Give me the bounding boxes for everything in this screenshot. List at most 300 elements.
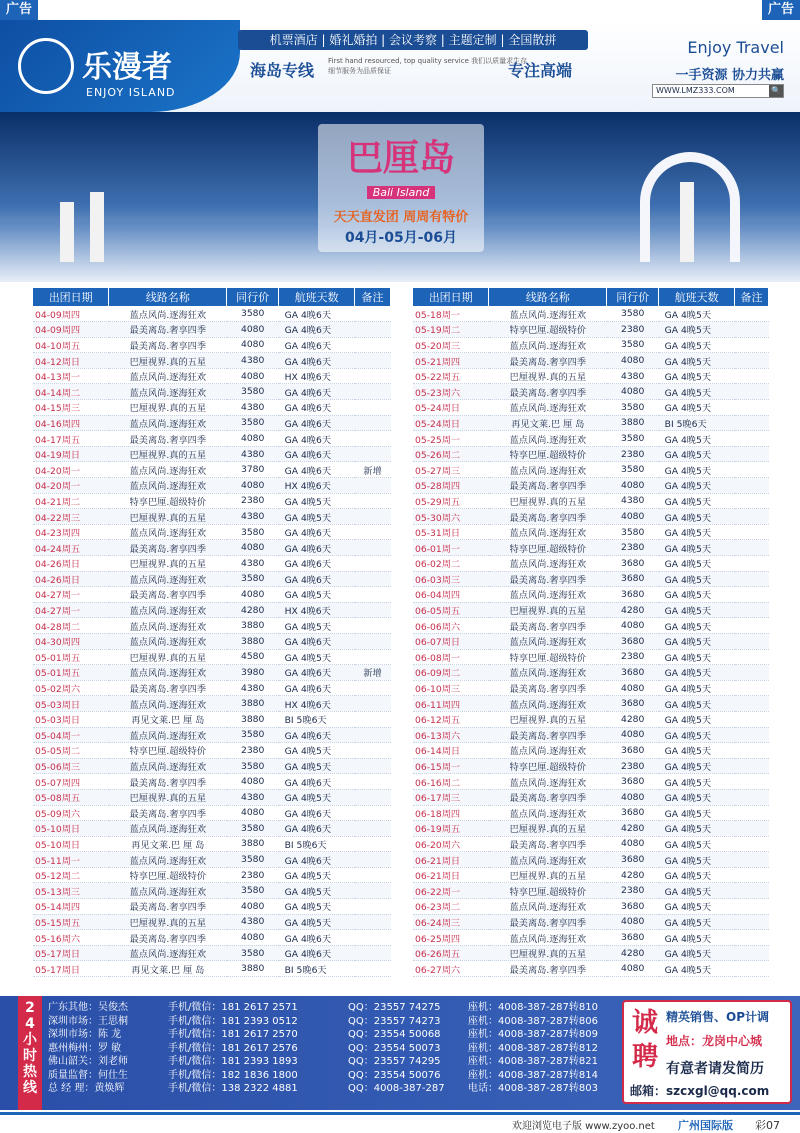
search-icon[interactable]: 🔍 <box>769 85 783 97</box>
route-cell: 最美离岛.奢享四季 <box>489 384 607 400</box>
price-cell: 3580 <box>607 462 659 478</box>
contact-mobile[interactable]: 手机/微信：138 2322 4881 <box>168 1083 298 1094</box>
date-cell: 06-09周二 <box>413 665 489 681</box>
footer-website[interactable]: 欢迎浏览电子版 www.zyoo.net <box>512 1121 655 1132</box>
flight-cell: GA 4晚5天 <box>659 899 735 915</box>
date-cell: 06-25周四 <box>413 930 489 946</box>
contact-mobile[interactable]: 手机/微信：181 2617 2571 <box>168 1002 298 1013</box>
price-cell: 4580 <box>227 649 279 665</box>
route-cell: 蓝点风尚.逐海狂欢 <box>109 883 227 899</box>
table-row <box>33 524 391 540</box>
table-row <box>413 867 769 883</box>
column-header: 同行价 <box>227 288 279 306</box>
note-cell <box>735 556 769 572</box>
date-cell: 06-08周一 <box>413 649 489 665</box>
flight-cell: GA 4晚6天 <box>279 353 355 369</box>
table-row <box>33 680 391 696</box>
route-cell: 蓝点风尚.逐海狂欢 <box>109 571 227 587</box>
flight-cell: GA 4晚6天 <box>279 384 355 400</box>
price-cell: 2380 <box>607 883 659 899</box>
slogan-left: 海岛专线 <box>250 61 315 80</box>
flight-cell: GA 4晚6天 <box>279 805 355 821</box>
contact-tel[interactable]: 座机：4008-387-287转809 <box>468 1029 598 1040</box>
table-row <box>33 337 391 353</box>
note-cell: 新增 <box>355 462 391 478</box>
price-cell: 3580 <box>227 727 279 743</box>
flight-cell: GA 4晚6天 <box>279 665 355 681</box>
flight-cell: GA 4晚5天 <box>659 431 735 447</box>
flight-cell: GA 4晚6天 <box>279 774 355 790</box>
table-row <box>33 633 391 649</box>
contact-qq[interactable]: QQ：23557 74275 <box>348 1002 441 1013</box>
flight-cell: GA 4晚5天 <box>659 914 735 930</box>
price-cell: 3580 <box>607 431 659 447</box>
date-cell: 05-22周五 <box>413 368 489 384</box>
price-cell: 4080 <box>227 478 279 494</box>
contact-tel[interactable]: 座机：4008-387-287转821 <box>468 1056 598 1067</box>
table-row <box>33 867 391 883</box>
price-cell: 4080 <box>607 478 659 494</box>
note-cell <box>355 587 391 603</box>
date-cell: 05-21周四 <box>413 353 489 369</box>
date-cell: 05-06周三 <box>33 758 109 774</box>
note-cell <box>355 618 391 634</box>
price-cell: 4380 <box>227 353 279 369</box>
date-cell: 06-01周一 <box>413 540 489 556</box>
table-row <box>33 602 391 618</box>
price-cell: 3580 <box>227 883 279 899</box>
table-row <box>33 384 391 400</box>
table-row <box>33 415 391 431</box>
price-cell: 3680 <box>607 571 659 587</box>
date-cell: 05-05周二 <box>33 743 109 759</box>
route-cell: 蓝点风尚.逐海狂欢 <box>489 743 607 759</box>
date-cell: 05-04周一 <box>33 727 109 743</box>
date-cell: 06-10周三 <box>413 680 489 696</box>
flight-cell: GA 4晚5天 <box>279 743 355 759</box>
date-cell: 04-26周日 <box>33 571 109 587</box>
table-row <box>413 665 769 681</box>
price-cell: 4080 <box>607 680 659 696</box>
table-row <box>413 556 769 572</box>
table-row <box>413 852 769 868</box>
price-cell: 3680 <box>607 587 659 603</box>
table-row <box>33 353 391 369</box>
flight-cell: GA 4晚5天 <box>659 945 735 961</box>
price-cell: 4080 <box>227 322 279 338</box>
column-header: 航班天数 <box>659 288 735 306</box>
column-header: 航班天数 <box>279 288 355 306</box>
table-row <box>33 758 391 774</box>
table-row <box>413 774 769 790</box>
route-cell: 最美离岛.奢享四季 <box>109 930 227 946</box>
flight-cell: GA 4晚5天 <box>659 446 735 462</box>
hero-banner <box>0 112 800 282</box>
contact-name: 深圳市场：陈 龙 <box>48 1029 122 1040</box>
route-cell: 巴厘视界.真的五星 <box>489 867 607 883</box>
price-cell: 3680 <box>607 665 659 681</box>
note-cell <box>735 509 769 525</box>
contact-mobile[interactable]: 手机/微信：182 1836 1800 <box>168 1069 298 1081</box>
route-cell: 最美离岛.奢享四季 <box>109 540 227 556</box>
route-cell: 再见文莱.巴 厘 岛 <box>109 961 227 977</box>
flight-cell: GA 4晚5天 <box>659 711 735 727</box>
note-cell <box>735 836 769 852</box>
price-cell: 4280 <box>607 602 659 618</box>
note-cell <box>355 899 391 915</box>
date-cell: 06-02周二 <box>413 556 489 572</box>
date-cell: 04-27周一 <box>33 587 109 603</box>
route-cell: 蓝点风尚.逐海狂欢 <box>489 431 607 447</box>
price-cell: 4080 <box>227 540 279 556</box>
note-cell <box>355 914 391 930</box>
date-cell: 04-16周四 <box>33 415 109 431</box>
note-cell <box>355 337 391 353</box>
price-cell: 4380 <box>227 556 279 572</box>
flight-cell: GA 4晚5天 <box>659 805 735 821</box>
recruit-char-2: 聘 <box>631 1042 658 1072</box>
note-cell <box>735 602 769 618</box>
flight-cell: HX 4晚6天 <box>279 368 355 384</box>
route-cell: 特享巴厘.超级特价 <box>489 758 607 774</box>
flight-cell: GA 4晚6天 <box>279 727 355 743</box>
table-row <box>33 368 391 384</box>
recruit-cta: 有意者请发简历 <box>666 1061 764 1077</box>
price-cell: 4080 <box>607 509 659 525</box>
table-row <box>413 509 769 525</box>
logo-band <box>0 20 240 112</box>
price-cell: 3680 <box>607 805 659 821</box>
route-cell: 蓝点风尚.逐海狂欢 <box>109 852 227 868</box>
price-cell: 4080 <box>607 727 659 743</box>
date-cell: 06-27周六 <box>413 961 489 977</box>
contact-tel[interactable]: 座机：4008-387-287转806 <box>468 1015 598 1027</box>
table-row <box>33 774 391 790</box>
table-row <box>413 337 769 353</box>
price-cell: 4280 <box>607 945 659 961</box>
note-cell <box>355 384 391 400</box>
table-row <box>413 743 769 759</box>
table-row <box>413 727 769 743</box>
table-row <box>413 680 769 696</box>
note-cell <box>735 914 769 930</box>
contact-qq[interactable]: QQ：23557 74295 <box>348 1056 441 1067</box>
price-cell: 3680 <box>607 852 659 868</box>
note-cell <box>735 446 769 462</box>
flight-cell: GA 4晚6天 <box>279 415 355 431</box>
price-cell: 3580 <box>227 758 279 774</box>
note-cell <box>355 400 391 416</box>
route-cell: 最美离岛.奢享四季 <box>489 961 607 977</box>
note-cell <box>735 821 769 837</box>
note-cell <box>355 509 391 525</box>
contact-row <box>48 1025 618 1039</box>
date-cell: 06-17周三 <box>413 789 489 805</box>
price-cell: 3580 <box>607 306 659 322</box>
table-row <box>33 821 391 837</box>
date-cell: 05-10周日 <box>33 821 109 837</box>
route-cell: 蓝点风尚.逐海狂欢 <box>109 945 227 961</box>
price-cell: 2380 <box>607 446 659 462</box>
flight-cell: BI 5晚6天 <box>279 711 355 727</box>
hotline-char: 4 <box>25 1016 35 1032</box>
contact-mobile[interactable]: 手机/微信：181 2617 2570 <box>168 1029 298 1040</box>
tagline: 一手资源 协力共赢 <box>675 68 784 83</box>
note-cell <box>735 743 769 759</box>
table-row <box>33 618 391 634</box>
route-cell: 蓝点风尚.逐海狂欢 <box>489 774 607 790</box>
note-cell <box>355 556 391 572</box>
note-cell <box>735 400 769 416</box>
date-cell: 06-03周三 <box>413 571 489 587</box>
note-cell <box>735 680 769 696</box>
flight-cell: GA 4晚5天 <box>659 602 735 618</box>
table-row <box>413 899 769 915</box>
flight-cell: GA 4晚5天 <box>659 368 735 384</box>
price-cell: 4080 <box>227 930 279 946</box>
route-cell: 巴厘视界.真的五星 <box>109 914 227 930</box>
date-cell: 04-28周二 <box>33 618 109 634</box>
table-row <box>413 821 769 837</box>
route-cell: 蓝点风尚.逐海狂欢 <box>489 852 607 868</box>
date-cell: 05-31周日 <box>413 524 489 540</box>
table-row <box>413 649 769 665</box>
note-cell <box>735 665 769 681</box>
table-row <box>33 431 391 447</box>
table-row <box>413 618 769 634</box>
flight-cell: GA 4晚5天 <box>659 821 735 837</box>
contact-tel[interactable]: 座机：4008-387-287转814 <box>468 1069 598 1081</box>
flight-cell: GA 4晚5天 <box>279 883 355 899</box>
route-cell: 巴厘视界.真的五星 <box>109 353 227 369</box>
price-cell: 3580 <box>227 524 279 540</box>
date-cell: 05-16周六 <box>33 930 109 946</box>
date-cell: 05-29周五 <box>413 493 489 509</box>
ad-tag-left: 广告 <box>0 0 38 20</box>
note-cell <box>355 774 391 790</box>
note-cell <box>735 961 769 977</box>
recruit-email[interactable]: 邮箱：szcxgl@qq.com <box>630 1084 770 1098</box>
flight-cell: GA 4晚5天 <box>659 540 735 556</box>
table-row <box>33 789 391 805</box>
date-cell: 04-12周日 <box>33 353 109 369</box>
flight-cell: GA 4晚5天 <box>659 883 735 899</box>
date-cell: 05-27周三 <box>413 462 489 478</box>
schedule-table-right <box>413 288 769 977</box>
flight-cell: GA 4晚5天 <box>659 633 735 649</box>
note-cell <box>355 602 391 618</box>
note-cell <box>355 805 391 821</box>
price-cell: 3580 <box>227 415 279 431</box>
header <box>0 20 800 112</box>
flight-cell: GA 4晚5天 <box>659 306 735 322</box>
date-cell: 04-20周一 <box>33 462 109 478</box>
price-cell: 3880 <box>607 415 659 431</box>
note-cell <box>355 727 391 743</box>
flight-cell: GA 4晚5天 <box>659 867 735 883</box>
price-cell: 3680 <box>607 743 659 759</box>
price-cell: 3880 <box>227 618 279 634</box>
table-row <box>33 836 391 852</box>
flight-cell: GA 4晚5天 <box>279 867 355 883</box>
route-cell: 巴厘视界.真的五星 <box>489 493 607 509</box>
note-cell <box>735 711 769 727</box>
note-cell <box>355 306 391 322</box>
price-cell: 3980 <box>227 665 279 681</box>
price-cell: 2380 <box>607 322 659 338</box>
flight-cell: GA 4晚5天 <box>659 462 735 478</box>
note-cell <box>735 696 769 712</box>
route-cell: 蓝点风尚.逐海狂欢 <box>489 899 607 915</box>
price-cell: 4080 <box>607 384 659 400</box>
date-cell: 05-25周一 <box>413 431 489 447</box>
contact-mobile[interactable]: 手机/微信：181 2617 2576 <box>168 1042 298 1054</box>
note-cell <box>735 540 769 556</box>
schedule-table-left <box>33 288 391 977</box>
price-cell: 2380 <box>607 758 659 774</box>
price-cell: 4380 <box>227 789 279 805</box>
route-cell: 最美离岛.奢享四季 <box>489 680 607 696</box>
contact-tel[interactable]: 座机：4008-387-287转812 <box>468 1042 598 1054</box>
contact-qq[interactable]: QQ：23557 74273 <box>348 1015 441 1027</box>
date-cell: 05-14周四 <box>33 899 109 915</box>
date-cell: 04-27周一 <box>33 602 109 618</box>
table-row <box>413 571 769 587</box>
note-cell <box>735 774 769 790</box>
contact-qq[interactable]: QQ：23554 50073 <box>348 1042 441 1054</box>
date-cell: 05-24周日 <box>413 415 489 431</box>
flight-cell: GA 4晚6天 <box>279 431 355 447</box>
date-cell: 06-21周日 <box>413 852 489 868</box>
flight-cell: GA 4晚5天 <box>279 914 355 930</box>
flight-cell: GA 4晚6天 <box>279 322 355 338</box>
route-cell: 蓝点风尚.逐海狂欢 <box>109 618 227 634</box>
note-cell <box>355 431 391 447</box>
price-cell: 3580 <box>227 945 279 961</box>
hotline-char: 时 <box>23 1048 37 1064</box>
note-cell <box>735 899 769 915</box>
recruit-positions: 精英销售、OP计调 <box>666 1010 769 1024</box>
price-cell: 3880 <box>227 711 279 727</box>
title-months: 04月-05月-06月 <box>344 230 458 246</box>
date-cell: 06-12周五 <box>413 711 489 727</box>
table-row <box>33 556 391 572</box>
table-row <box>413 415 769 431</box>
contact-mobile[interactable]: 手机/微信：181 2393 0512 <box>168 1015 298 1027</box>
route-cell: 蓝点风尚.逐海狂欢 <box>109 384 227 400</box>
note-cell <box>735 945 769 961</box>
route-cell: 最美离岛.奢享四季 <box>109 337 227 353</box>
price-cell: 3880 <box>227 633 279 649</box>
table-row <box>413 930 769 946</box>
flight-cell: GA 4晚5天 <box>279 618 355 634</box>
price-cell: 3580 <box>227 852 279 868</box>
date-cell: 05-11周一 <box>33 852 109 868</box>
flight-cell: GA 4晚5天 <box>659 493 735 509</box>
date-cell: 06-07周日 <box>413 633 489 649</box>
table-row <box>33 883 391 899</box>
route-cell: 特享巴厘.超级特价 <box>489 322 607 338</box>
services-bar: 机票酒店 | 婚礼婚拍 | 会议考察 | 主题定制 | 全国散拼 <box>238 30 588 50</box>
date-cell: 05-20周三 <box>413 337 489 353</box>
route-cell: 蓝点风尚.逐海狂欢 <box>109 368 227 384</box>
date-cell: 05-30周六 <box>413 509 489 525</box>
date-cell: 04-15周三 <box>33 400 109 416</box>
table-row <box>413 602 769 618</box>
contact-mobile[interactable]: 手机/微信：181 2393 1893 <box>168 1056 298 1067</box>
contact-qq[interactable]: QQ：4008-387-287 <box>348 1083 445 1094</box>
table-row <box>33 478 391 494</box>
date-cell: 06-15周一 <box>413 758 489 774</box>
date-cell: 05-12周二 <box>33 867 109 883</box>
table-row <box>413 758 769 774</box>
note-cell <box>735 415 769 431</box>
route-cell: 蓝点风尚.逐海狂欢 <box>489 462 607 478</box>
table-row <box>33 852 391 868</box>
price-cell: 4380 <box>227 914 279 930</box>
footer-edition: 广州国际版 <box>678 1119 733 1132</box>
route-cell: 最美离岛.奢享四季 <box>109 322 227 338</box>
price-cell: 4080 <box>227 431 279 447</box>
date-cell: 06-19周五 <box>413 821 489 837</box>
flight-cell: GA 4晚5天 <box>659 961 735 977</box>
note-cell <box>355 353 391 369</box>
price-cell: 3880 <box>227 696 279 712</box>
table-row <box>33 899 391 915</box>
flight-cell: GA 4晚5天 <box>659 337 735 353</box>
date-cell: 04-09周四 <box>33 322 109 338</box>
route-cell: 巴厘视界.真的五星 <box>489 711 607 727</box>
slogan-right: 专注高端 <box>508 61 573 80</box>
note-cell <box>355 945 391 961</box>
note-cell <box>355 789 391 805</box>
contact-qq[interactable]: QQ：23554 50076 <box>348 1069 441 1081</box>
price-cell: 2380 <box>607 540 659 556</box>
url-text: WWW.LMZ333.COM <box>656 86 735 95</box>
date-cell: 05-17周日 <box>33 945 109 961</box>
contact-tel[interactable]: 电话：4008-387-287转803 <box>468 1083 598 1094</box>
note-cell <box>355 821 391 837</box>
route-cell: 巴厘视界.真的五星 <box>489 368 607 384</box>
contact-qq[interactable]: QQ：23554 50068 <box>348 1029 441 1040</box>
price-cell: 4080 <box>227 587 279 603</box>
route-cell: 蓝点风尚.逐海狂欢 <box>109 633 227 649</box>
route-cell: 最美离岛.奢享四季 <box>109 431 227 447</box>
flight-cell: GA 4晚6天 <box>279 556 355 572</box>
note-cell <box>735 649 769 665</box>
flight-cell: GA 4晚6天 <box>279 462 355 478</box>
price-cell: 3780 <box>227 462 279 478</box>
contact-tel[interactable]: 座机：4008-387-287转810 <box>468 1002 598 1013</box>
contact-row <box>48 1039 618 1053</box>
pillar <box>680 182 694 262</box>
note-cell <box>355 446 391 462</box>
note-cell <box>355 493 391 509</box>
date-cell: 06-11周四 <box>413 696 489 712</box>
hotline-char: 小 <box>23 1032 37 1048</box>
date-cell: 05-26周二 <box>413 446 489 462</box>
table-row <box>413 789 769 805</box>
price-cell: 3680 <box>607 633 659 649</box>
table-row <box>413 306 769 322</box>
table-row <box>33 509 391 525</box>
note-cell <box>735 478 769 494</box>
price-cell: 3680 <box>607 696 659 712</box>
route-cell: 蓝点风尚.逐海狂欢 <box>489 665 607 681</box>
table-row <box>33 649 391 665</box>
note-cell <box>355 867 391 883</box>
url-search-box[interactable] <box>652 84 784 98</box>
